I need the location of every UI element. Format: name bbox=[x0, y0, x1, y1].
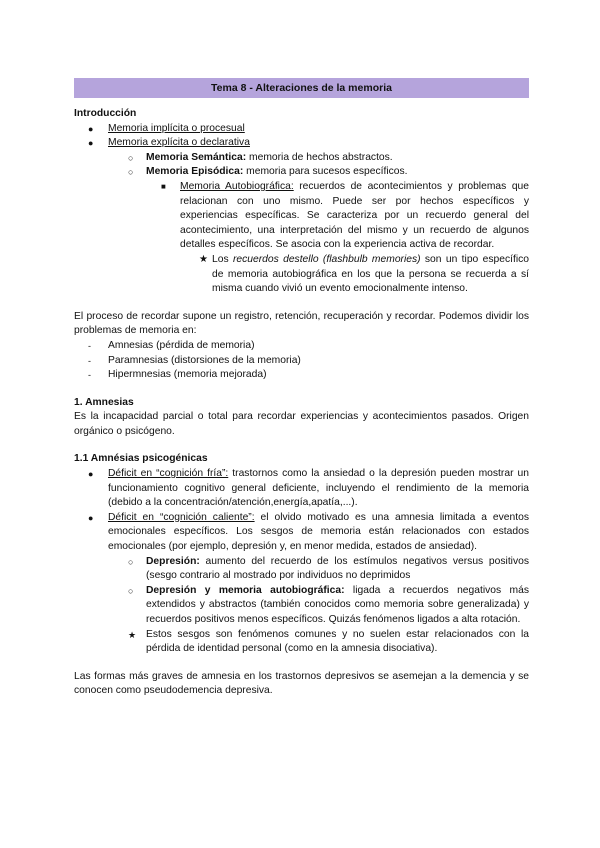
list-item-explicit: ● Memoria explícita o declarativa bbox=[74, 136, 529, 151]
process-paragraph: El proceso de recordar supone un registro, retención, recuperación y recordar. Podemos dividir los problemas de memoria en: bbox=[74, 310, 529, 337]
list-item-episodic: ○ Memoria Episódica: memoria para sucesos específicos. bbox=[74, 165, 529, 180]
list-item-semantic: ○ Memoria Semántica: memoria de hechos abstractos. bbox=[74, 151, 529, 166]
list-item-biases: ★ Estos sesgos son fenómenos comunes y no suelen estar relacionados con la pérdida de identidad personal (como en la amnesia disociativa). bbox=[128, 628, 529, 655]
bullet-icon: ● bbox=[88, 123, 94, 134]
closing-paragraph: Las formas más graves de amnesia en los trastornos depresivos se asemejan a la demencia y se conocen como pseudodemencia depresiva. bbox=[74, 670, 529, 697]
intro-heading: Introducción bbox=[74, 108, 137, 119]
circle-bullet-icon: ○ bbox=[128, 556, 134, 567]
list-item-depression: ○ Depresión: aumento del recuerdo de los estímulos negativos versus positivos (sesgo contrario al mostrado por individuos no deprimidos bbox=[128, 555, 529, 582]
list-item-cold-cognition: ● Déficit en “cognición fría”: trastornos como la ansiedad o la depresión pueden mostrar un funcionamiento cognitivo general deficiente, incluyendo el rendimiento de la memoria (debido a la concentración/atención,energía,apatía,...). bbox=[88, 468, 529, 509]
dash-bullet-icon: - bbox=[88, 355, 91, 366]
bullet-icon: ● bbox=[88, 469, 94, 480]
list-item-implicit: ● Memoria implícita o procesual bbox=[74, 122, 529, 137]
circle-bullet-icon: ○ bbox=[128, 167, 134, 178]
list-item-problem: - Amnesias (pérdida de memoria) bbox=[74, 339, 529, 354]
list-item-problem: - Paramnesias (distorsiones de la memoria) bbox=[74, 354, 529, 369]
document-page bbox=[74, 78, 529, 699]
dash-bullet-icon: - bbox=[88, 340, 91, 351]
list-item-problem: - Hipermnesias (memoria mejorada) bbox=[74, 368, 529, 383]
list-item-depression-autobio: ○ Depresión y memoria autobiográfica: ligada a recuerdos negativos más extendidos y abstractos (también conocidos como memoria sobre generalizada) y recuerdos positivos menos específicos. Quizás fenómenos ligados a alta rotación. bbox=[128, 584, 529, 625]
page-title: Tema 8 - Alteraciones de la memoria bbox=[74, 78, 529, 98]
circle-bullet-icon: ○ bbox=[128, 585, 134, 596]
psicogenicas-heading: 1.1 Amnésias psicogénicas bbox=[74, 453, 208, 465]
list-item-flashbulb: ★ Los recuerdos destello (flashbulb memories) son un tipo específico de memoria autobiográfica en los que la persona se recuerda a sí misma cuando vivió un evento emocionalmente intenso. bbox=[199, 253, 529, 295]
bullet-icon: ● bbox=[88, 138, 94, 149]
square-bullet-icon: ■ bbox=[161, 181, 166, 191]
amnesias-paragraph: Es la incapacidad parcial o total para recordar experiencias y acontecimientos pasados. Origen orgánico o psicógeno. bbox=[74, 411, 529, 437]
list-item-autobiographic: ■ Memoria Autobiográfica: recuerdos de acontecimientos y problemas que relacionan con uno mismo. Puede ser por hechos específicos y experiencias específicas. Se caracteriza por un recuerdo general del acontecimiento, una interpretación del mismo y un recuerdo de algunos detalles específicos. Se asocia con la experiencia activa de recordar. bbox=[161, 180, 529, 251]
bullet-icon: ● bbox=[88, 512, 94, 523]
amnesias-heading: 1. Amnesias bbox=[74, 396, 134, 408]
list-item-hot-cognition: ● Déficit en “cognición caliente”: el olvido motivado es una amnesia limitada a eventos emocionales específicos. Los sesgos de memoria están relacionados con estados emocionales (por ejemplo, depresión y, en menor medida, estados de ansiedad). bbox=[88, 511, 529, 553]
star-icon: ★ bbox=[128, 629, 137, 640]
dash-bullet-icon: - bbox=[88, 370, 91, 381]
circle-bullet-icon: ○ bbox=[128, 152, 134, 163]
star-icon: ★ bbox=[199, 253, 208, 265]
